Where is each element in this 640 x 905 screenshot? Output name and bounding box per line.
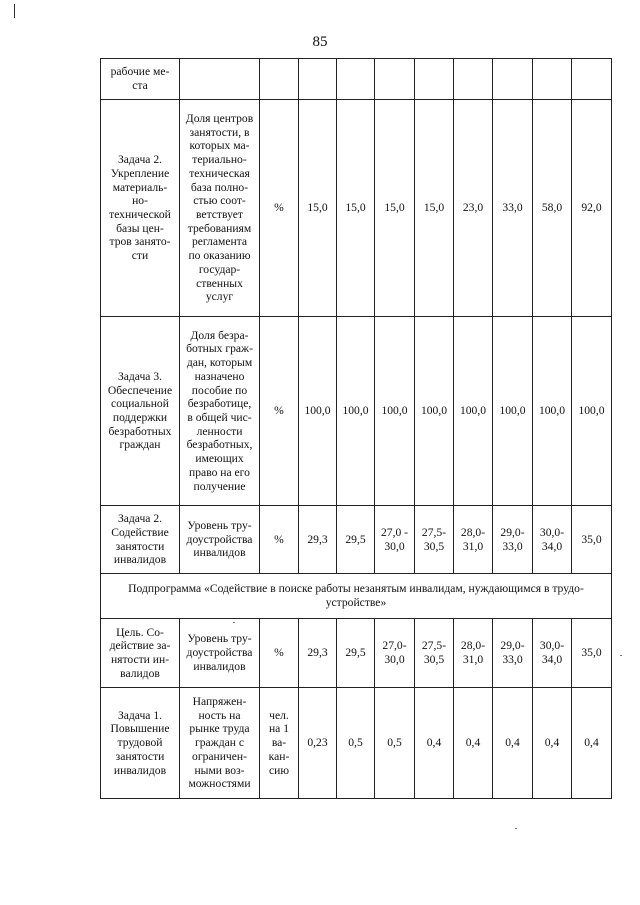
task-cell: Задача 2. Содействие занятости инвалидов	[101, 506, 180, 574]
table-row	[101, 317, 612, 506]
value-cell	[337, 59, 375, 100]
value-cell	[415, 59, 454, 100]
value-cell: 35,0	[572, 506, 612, 574]
value-cell: 29,5	[337, 506, 375, 574]
value-cell	[454, 59, 493, 100]
value-cell: 100,0	[337, 317, 375, 506]
task-cell: Задача 3. Обеспечение социальной поддержки безработных граждан	[101, 317, 180, 506]
value-cell: 92,0	[572, 100, 612, 317]
value-cell: 0,4	[454, 688, 493, 799]
value-cell: 29,3	[299, 619, 337, 688]
value-cell: 0,5	[337, 688, 375, 799]
value-cell: 0,4	[493, 688, 533, 799]
value-cell: 27,0- 30,0	[375, 619, 415, 688]
subprogram-row	[101, 574, 612, 619]
value-cell: 100,0	[299, 317, 337, 506]
value-cell: 28,0- 31,0	[454, 506, 493, 574]
value-cell: 23,0	[454, 100, 493, 317]
table-row	[101, 688, 612, 799]
scan-speck	[515, 828, 517, 829]
table-row	[101, 506, 612, 574]
value-cell: 58,0	[533, 100, 572, 317]
scan-speck	[233, 622, 235, 623]
unit-cell: чел. на 1 ва- кан- сию	[260, 688, 299, 799]
unit-cell: %	[260, 506, 299, 574]
scan-speck	[620, 655, 622, 656]
page-number: 85	[312, 34, 328, 50]
value-cell: 0,23	[299, 688, 337, 799]
value-cell: 29,0- 33,0	[493, 619, 533, 688]
value-cell: 100,0	[493, 317, 533, 506]
value-cell	[299, 59, 337, 100]
value-cell: 29,3	[299, 506, 337, 574]
value-cell: 30,0- 34,0	[533, 619, 572, 688]
indicator-cell: Напряжен- ность на рынке труда граждан с ограничен- ными воз- можностями	[180, 688, 260, 799]
value-cell: 29,0- 33,0	[493, 506, 533, 574]
value-cell: 30,0- 34,0	[533, 506, 572, 574]
value-cell	[375, 59, 415, 100]
indicator-cell: Уровень тру- доустройства инвалидов	[180, 506, 260, 574]
value-cell: 0,4	[415, 688, 454, 799]
indicator-cell: Уровень тру- доустройства инвалидов	[180, 619, 260, 688]
value-cell: 28,0- 31,0	[454, 619, 493, 688]
value-cell: 33,0	[493, 100, 533, 317]
indicator-cell: Доля центров занятости, в которых ма- териально- техническая база полно- стью соот- ветствует требованиям регламента по оказанию государ- ственных услуг	[180, 100, 260, 317]
value-cell: 15,0	[415, 100, 454, 317]
value-cell	[533, 59, 572, 100]
indicator-table	[100, 58, 612, 799]
value-cell: 100,0	[375, 317, 415, 506]
value-cell: 0,5	[375, 688, 415, 799]
table-row	[101, 59, 612, 100]
value-cell: 27,5- 30,5	[415, 506, 454, 574]
value-cell: 15,0	[299, 100, 337, 317]
value-cell: 100,0	[533, 317, 572, 506]
value-cell: 0,4	[533, 688, 572, 799]
task-cell: Задача 2. Укрепление материаль- но- технической базы цен- тров занято- сти	[101, 100, 180, 317]
margin-mark	[14, 4, 15, 18]
unit-cell: %	[260, 619, 299, 688]
value-cell: 0,4	[572, 688, 612, 799]
value-cell: 35,0	[572, 619, 612, 688]
unit-cell: %	[260, 317, 299, 506]
indicator-cell: Доля безра- ботных граж- дан, которым назначено пособие по безработице, в общей чис- ленности безработных, имеющих право на его получение	[180, 317, 260, 506]
value-cell: 29,5	[337, 619, 375, 688]
indicator-cell	[180, 59, 260, 100]
unit-cell: %	[260, 100, 299, 317]
task-cell: рабочие ме- ста	[101, 59, 180, 100]
value-cell: 100,0	[415, 317, 454, 506]
value-cell	[572, 59, 612, 100]
value-cell	[493, 59, 533, 100]
task-cell: Задача 1. Повышение трудовой занятости инвалидов	[101, 688, 180, 799]
value-cell: 15,0	[375, 100, 415, 317]
value-cell: 100,0	[572, 317, 612, 506]
value-cell: 27,0 - 30,0	[375, 506, 415, 574]
value-cell: 27,5- 30,5	[415, 619, 454, 688]
unit-cell	[260, 59, 299, 100]
value-cell: 15,0	[337, 100, 375, 317]
table-row	[101, 100, 612, 317]
subprogram-title: Подпрограмма «Содействие в поиске работы незанятым инвалидам, нуждающимся в трудо- устройстве»	[101, 574, 612, 619]
value-cell: 100,0	[454, 317, 493, 506]
task-cell: Цель. Со- действие за- нятости ин- валидов	[101, 619, 180, 688]
table-row	[101, 619, 612, 688]
